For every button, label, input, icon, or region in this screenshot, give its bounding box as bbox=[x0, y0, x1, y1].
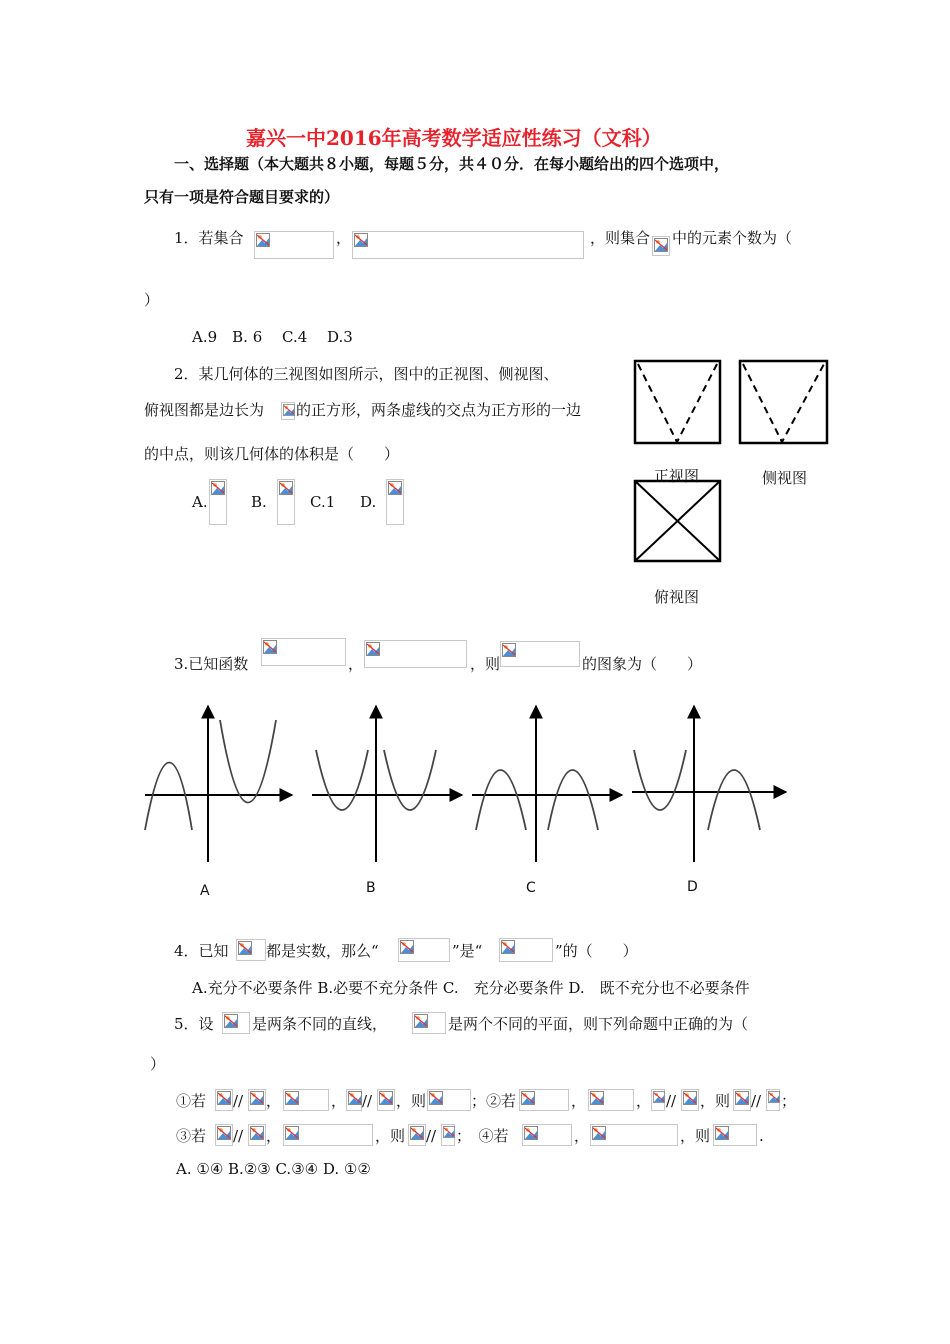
graph-d bbox=[632, 706, 786, 862]
formula-image bbox=[215, 1089, 233, 1111]
section-header-line1: 一、选择题（本大题共８小题，每题５分，共４０分．在每小题给出的四个选项中， bbox=[174, 155, 730, 173]
broken-image-icon bbox=[590, 1091, 604, 1105]
formula-image bbox=[398, 938, 450, 962]
graph-b bbox=[312, 706, 462, 862]
broken-image-icon bbox=[263, 640, 277, 654]
broken-image-icon bbox=[211, 481, 225, 495]
formula-image bbox=[588, 1089, 634, 1111]
q2-line2b: 的正方形，两条虚线的交点为正方形的一边 bbox=[296, 401, 582, 419]
q5-parallel: // bbox=[362, 1092, 373, 1110]
broken-image-icon bbox=[429, 1091, 443, 1105]
graph-label-c: C bbox=[526, 880, 536, 896]
q5-mid1: 是两条不同的直线， bbox=[252, 1015, 388, 1033]
graph-label-a: A bbox=[200, 883, 210, 899]
q4-suffix: ”的（ ） bbox=[555, 942, 638, 960]
q5-comma: ， bbox=[636, 1092, 652, 1110]
formula-image bbox=[261, 638, 346, 666]
broken-image-icon bbox=[283, 404, 295, 416]
q3-comma: ， bbox=[348, 655, 364, 673]
q5-comma: ， bbox=[266, 1127, 282, 1145]
broken-image-icon bbox=[502, 643, 516, 657]
formula-image bbox=[519, 1089, 569, 1111]
formula-image bbox=[364, 640, 467, 668]
q5-semicolon: ； bbox=[781, 1092, 797, 1110]
q5-then: ，则 bbox=[375, 1127, 406, 1145]
q5-s2-label: ；②若 bbox=[471, 1092, 517, 1110]
graph-label-d: D bbox=[687, 879, 698, 895]
broken-image-icon bbox=[285, 1126, 299, 1140]
broken-image-icon bbox=[285, 1091, 299, 1105]
broken-image-icon bbox=[501, 940, 515, 954]
q4-mid2: ”是“ bbox=[452, 942, 483, 960]
formula-image bbox=[346, 1089, 362, 1111]
broken-image-icon bbox=[348, 1091, 362, 1105]
formula-image bbox=[590, 1124, 678, 1146]
broken-image-icon bbox=[768, 1091, 780, 1103]
side-view bbox=[740, 361, 827, 443]
q5-comma: ， bbox=[331, 1092, 347, 1110]
broken-image-icon bbox=[400, 940, 414, 954]
broken-image-icon bbox=[414, 1014, 428, 1028]
q5-period: . bbox=[759, 1127, 764, 1145]
broken-image-icon bbox=[366, 642, 380, 656]
q2-option-c: C.1 bbox=[310, 493, 336, 511]
graph-label-b: B bbox=[366, 880, 376, 896]
q4-mid1: 都是实数，那么“ bbox=[266, 942, 379, 960]
formula-image bbox=[651, 1089, 665, 1111]
formula-image bbox=[427, 1089, 471, 1111]
formula-image bbox=[248, 1089, 266, 1111]
q3-suffix: 的图象为（ ） bbox=[582, 655, 703, 673]
formula-image bbox=[254, 231, 334, 259]
broken-image-icon bbox=[410, 1126, 424, 1140]
broken-image-icon bbox=[715, 1126, 729, 1140]
q1-suffix: 中的元素个数为（ bbox=[672, 229, 793, 247]
q5-close: ） bbox=[150, 1055, 166, 1073]
q2-option-b: B. bbox=[251, 493, 267, 511]
q5-parallel: // bbox=[233, 1127, 244, 1145]
formula-image bbox=[248, 1124, 266, 1146]
q5-comma: ， bbox=[571, 1092, 587, 1110]
formula-image bbox=[283, 1124, 373, 1146]
formula-image bbox=[352, 231, 584, 259]
q5-then: ，则 bbox=[680, 1127, 711, 1145]
q1-mid: ，则集合 bbox=[590, 229, 651, 247]
broken-image-icon bbox=[521, 1091, 535, 1105]
broken-image-icon bbox=[217, 1126, 231, 1140]
q5-parallel: // bbox=[233, 1092, 244, 1110]
broken-image-icon bbox=[354, 233, 368, 247]
formula-image bbox=[408, 1124, 426, 1146]
formula-image bbox=[215, 1124, 233, 1146]
broken-image-icon bbox=[379, 1091, 393, 1105]
broken-image-icon bbox=[592, 1126, 606, 1140]
q1-close: ） bbox=[144, 291, 160, 309]
q2-line1: 2．某几何体的三视图如图所示，图中的正视图、侧视图、 bbox=[174, 365, 559, 383]
formula-image bbox=[499, 938, 553, 962]
broken-image-icon bbox=[250, 1091, 264, 1105]
page-title: 嘉兴一中2016年高考数学适应性练习（文科） bbox=[246, 126, 662, 150]
section-header-line2: 只有一项是符合题目要求的） bbox=[144, 188, 340, 206]
broken-image-icon bbox=[735, 1091, 749, 1105]
side-view-label: 侧视图 bbox=[762, 469, 808, 487]
formula-image bbox=[766, 1089, 780, 1111]
q4-prefix: 4．已知 bbox=[174, 942, 229, 960]
q5-comma: ， bbox=[266, 1092, 282, 1110]
formula-image bbox=[222, 1012, 250, 1034]
formula-image bbox=[441, 1124, 455, 1146]
q5-comma: ， bbox=[574, 1127, 590, 1145]
front-view-label: 正视图 bbox=[654, 467, 700, 485]
formula-image bbox=[412, 1012, 446, 1034]
formula-image bbox=[500, 641, 580, 667]
q5-s4-label: ； ④若 bbox=[456, 1127, 509, 1145]
broken-image-icon bbox=[238, 941, 252, 955]
q5-prefix: 5．设 bbox=[174, 1015, 214, 1033]
broken-image-icon bbox=[683, 1091, 697, 1105]
q5-s1-label: ①若 bbox=[176, 1092, 207, 1110]
q2-line2a: 俯视图都是边长为 bbox=[144, 401, 265, 419]
q5-parallel: // bbox=[666, 1092, 677, 1110]
q2-option-d: D. bbox=[360, 493, 377, 511]
q1-comma: ， bbox=[336, 229, 352, 247]
formula-image bbox=[277, 479, 295, 525]
q1-options: A.9 B. 6 C.4 D.3 bbox=[192, 328, 353, 346]
formula-image bbox=[209, 479, 227, 525]
front-view bbox=[635, 361, 720, 443]
broken-image-icon bbox=[250, 1126, 264, 1140]
q5-parallel: // bbox=[751, 1092, 762, 1110]
formula-image bbox=[522, 1124, 572, 1146]
graph-a bbox=[145, 706, 292, 862]
q2-option-a: A. bbox=[192, 493, 208, 511]
formula-image bbox=[652, 236, 670, 256]
broken-image-icon bbox=[654, 238, 668, 252]
q5-options: A. ①④ B.②③ C.③④ D. ①② bbox=[176, 1160, 371, 1178]
formula-image bbox=[283, 1089, 329, 1111]
broken-image-icon bbox=[524, 1126, 538, 1140]
q3-then: ，则 bbox=[470, 655, 501, 673]
broken-image-icon bbox=[279, 481, 293, 495]
q5-parallel: // bbox=[426, 1127, 437, 1145]
formula-image bbox=[377, 1089, 395, 1111]
q5-then: ，则 bbox=[700, 1092, 731, 1110]
broken-image-icon bbox=[443, 1126, 455, 1138]
q1-prefix: 1．若集合 bbox=[174, 229, 244, 247]
broken-image-icon bbox=[653, 1091, 665, 1103]
top-view-label: 俯视图 bbox=[654, 588, 700, 606]
broken-image-icon bbox=[388, 481, 402, 495]
formula-image bbox=[733, 1089, 751, 1111]
q5-then: ，则 bbox=[396, 1092, 427, 1110]
broken-image-icon bbox=[224, 1014, 238, 1028]
function-graphs bbox=[140, 700, 800, 870]
q4-options: A.充分不必要条件 B.必要不充分条件 C. 充分必要条件 D. 既不充分也不必要条件 bbox=[192, 979, 750, 997]
formula-image bbox=[236, 939, 266, 961]
q5-suffix: 是两个不同的平面，则下列命题中正确的为（ bbox=[448, 1015, 749, 1033]
formula-image bbox=[281, 402, 295, 420]
q3-prefix: 3.已知函数 bbox=[174, 655, 249, 673]
formula-image bbox=[713, 1124, 757, 1146]
q5-s3-label: ③若 bbox=[176, 1127, 207, 1145]
broken-image-icon bbox=[217, 1091, 231, 1105]
q2-line3: 的中点，则该几何体的体积是（ ） bbox=[144, 445, 400, 463]
broken-image-icon bbox=[256, 233, 270, 247]
formula-image bbox=[681, 1089, 699, 1111]
top-view bbox=[635, 481, 720, 561]
formula-image bbox=[386, 479, 404, 525]
graph-c bbox=[472, 706, 622, 862]
